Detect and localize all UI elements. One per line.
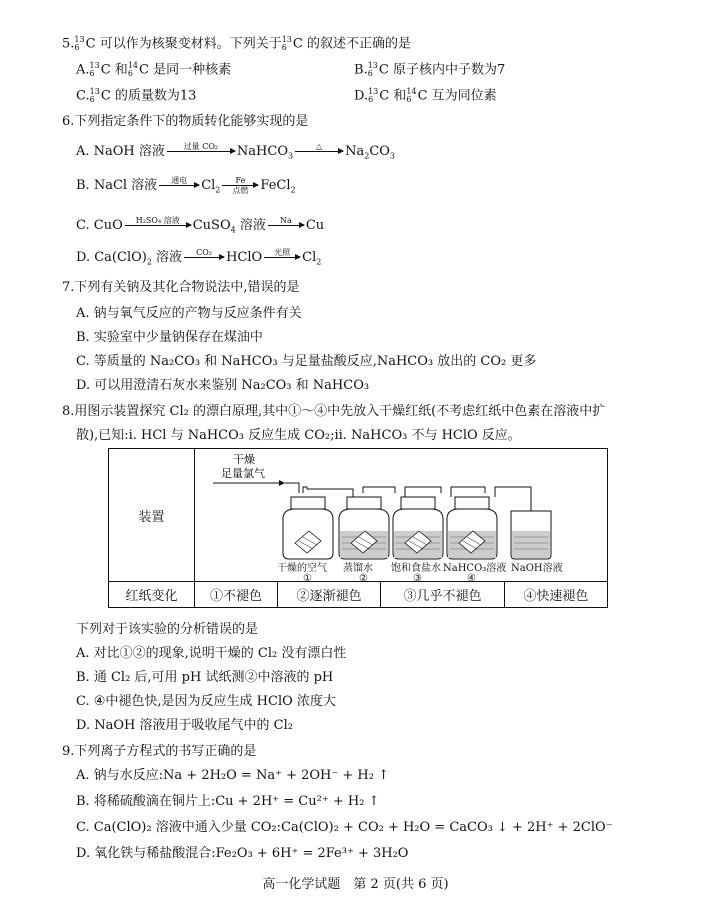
q7-option-a: A. 钠与氧气反应的产物与反应条件有关: [76, 306, 302, 321]
q9-option-d: D. 氧化铁与稀盐酸混合:Fe₂O₃ + 6H⁺ = 2Fe³⁺ + 3H₂O: [76, 846, 409, 861]
q8-stem-line1: 8.用图示装置探究 Cl₂ 的漂白原理,其中①～④中先放入干燥红纸(不考虑红纸中色素在溶液中扩: [62, 404, 606, 419]
q8-option-c: C. ④中褪色快,是因为反应生成 HClO 浓度大: [76, 694, 336, 709]
gas-label-dry: 干燥: [233, 453, 255, 466]
q7-option-d: D. 可以用澄清石灰水来鉴别 Na₂CO₃ 和 NaHCO₃: [76, 378, 370, 393]
q8-sub-stem: 下列对于该实验的分析错误的是: [76, 622, 259, 637]
result-3: ③几乎不褪色: [381, 582, 505, 608]
bottle-label-5: NaOH溶液: [511, 563, 563, 574]
result-4: ④快速褪色: [504, 582, 607, 608]
bottle-label-2: 蒸馏水: [343, 563, 373, 574]
q6-option-c: C. CuO H₂SO₄ 溶液 CuSO$_4$ 溶液 Na Cu: [76, 216, 325, 235]
apparatus-table: [108, 448, 608, 608]
bottle-num-2: ②: [359, 573, 368, 581]
apparatus-diagram: [195, 449, 608, 582]
apparatus-label: 装置: [109, 449, 195, 582]
bottle-num-1: ①: [303, 573, 312, 581]
q9-option-c: C. Ca(ClO)₂ 溶液中通入少量 CO₂:Ca(ClO)₂ + CO₂ + H₂O = CaCO₃ ↓ + 2H⁺ + 2ClO⁻: [76, 820, 613, 835]
q9-option-b: B. 将稀硫酸滴在铜片上:Cu + 2H⁺ = Cu²⁺ + H₂ ↑: [76, 794, 380, 809]
bottle-label-3: 饱和食盐水: [391, 563, 441, 574]
q5-option-d: D. 13 6 C 和 14 6 C 互为同位素: [354, 87, 497, 104]
q5-option-c: C. 13 6 C 的质量数为13: [76, 87, 197, 104]
q9-stem: 9.下列离子方程式的书写正确的是: [62, 744, 257, 759]
q9-option-a: A. 钠与水反应:Na + 2H₂O = Na⁺ + 2OH⁻ + H₂ ↑: [76, 768, 389, 783]
q8-option-d: D. NaOH 溶液用于吸收尾气中的 Cl₂: [76, 718, 293, 733]
q5-option-a: A. 13 6 C 和 14 6 C 是同一种核素: [76, 61, 232, 78]
result-1: ①不褪色: [195, 582, 278, 608]
q7-option-c: C. 等质量的 Na₂CO₃ 和 NaHCO₃ 与足量盐酸反应,NaHCO₃ 放出的 CO₂ 更多: [76, 354, 537, 369]
paper-change-label: 红纸变化: [109, 582, 195, 608]
q8-option-b: B. 通 Cl₂ 后,可用 pH 试纸测②中溶液的 pH: [76, 670, 334, 685]
q6-option-d: D. $Ca(ClO)_2$ 溶液 CO₂ HClO 光照 $Cl_2$: [76, 248, 322, 267]
q6-option-b: B. NaCl 溶液 通电 $Cl_2$ Fe 点燃 FeCl$_2$: [76, 176, 296, 195]
bottle-label-4: NaHCO₃溶液: [443, 563, 507, 574]
q7-option-b: B. 实验室中少量钠保存在煤油中: [76, 330, 263, 345]
q8-stem-line2: 散),已知:ⅰ. HCl 与 NaHCO₃ 反应生成 CO₂;ⅱ. NaHCO₃ 不与 HClO 反应。: [76, 428, 521, 443]
q6-stem: 6.下列指定条件下的物质转化能够实现的是: [62, 114, 309, 129]
result-2: ②逐渐褪色: [277, 582, 380, 608]
q5-stem: 5. 13 6 C 可以作为核聚变材料。下列关于 13 6 C 的叙述不正确的是: [62, 35, 411, 52]
q6-option-a: A. NaOH 溶液 过量 CO₂ NaHCO$_3$ △ $Na_2CO_3$: [76, 142, 396, 161]
q5-option-b: B. 13 6 C 原子核内中子数为7: [354, 61, 506, 78]
bottle-num-4: ④: [467, 573, 476, 581]
bottle-label-1: 干燥的空气: [277, 563, 327, 574]
gas-label-chlorine: 足量氯气: [221, 467, 265, 480]
q7-stem: 7.下列有关钠及其化合物说法中,错误的是: [62, 280, 300, 295]
page-footer: 高一化学试题 第 2 页(共 6 页): [262, 877, 449, 892]
bottle-num-3: ③: [413, 573, 422, 581]
q8-option-a: A. 对比①②的现象,说明干燥的 Cl₂ 没有漂白性: [76, 646, 347, 661]
apparatus-svg: [195, 449, 607, 581]
